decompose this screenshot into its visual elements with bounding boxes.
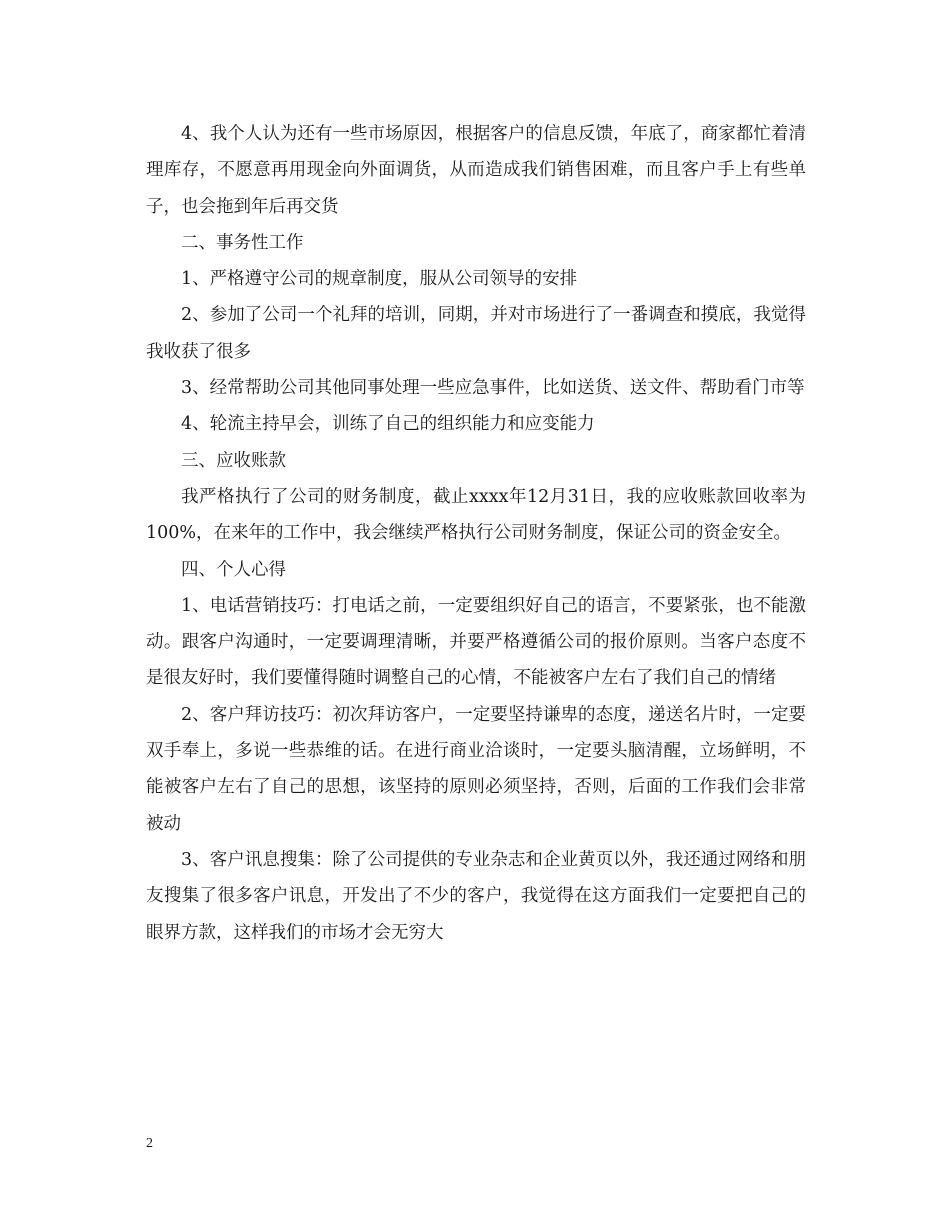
paragraph-morning-meetings: 4、轮流主持早会，训练了自己的组织能力和应变能力 bbox=[181, 414, 595, 435]
paragraph-rules: 1、严格遵守公司的规章制度，服从公司领导的安排 bbox=[181, 269, 578, 290]
paragraph-helping-colleagues: 3、经常帮助公司其他同事处理一些应急事件，比如送货、送文件、帮助看门市等 bbox=[181, 378, 805, 399]
heading-accounts-receivable: 三、应收账款 bbox=[181, 450, 286, 471]
heading-personal-insights: 四、个人心得 bbox=[181, 559, 286, 580]
page-number: 2 bbox=[146, 1136, 153, 1151]
paragraph-training: 2、参加了公司一个礼拜的培训，同期，并对市场进行了一番调查和摸底，我觉得我收获了很多 bbox=[146, 305, 806, 362]
paragraph-phone-sales: 1、电话营销技巧：打电话之前，一定要组织好自己的语言，不要紧张，也不能激动。跟客户沟通时，一定要调理清晰，并要严格遵循公司的报价原则。当客户态度不是很友好时，我们要懂得随时调整自己的心情，不能被客户左右了我们自己的情绪 bbox=[146, 595, 806, 689]
paragraph-market-reasons: 4、我个人认为还有一些市场原因，根据客户的信息反馈，年底了，商家都忙着清理库存，不愿意再用现金向外面调货，从而造成我们销售困难，而且客户手上有些单子，也会拖到年后再交货 bbox=[146, 124, 806, 217]
heading-administrative-work: 二、事务性工作 bbox=[181, 232, 304, 253]
paragraph-client-visits: 2、客户拜访技巧：初次拜访客户，一定要坚持谦卑的态度，递送名片时，一定要双手奉上，多说一些恭维的话。在进行商业洽谈时，一定要头脑清醒，立场鲜明，不能被客户左右了自己的思想，该坚持的原则必须坚持，否则，后面的工作我们会非常被动 bbox=[146, 704, 806, 834]
document-body bbox=[146, 116, 806, 951]
paragraph-client-info: 3、客户讯息搜集：除了公司提供的专业杂志和企业黄页以外，我还通过网络和朋友搜集了很多客户讯息，开发出了不少的客户，我觉得在这方面我们一定要把自己的眼界方款，这样我们的市场才会无穷大 bbox=[146, 849, 806, 943]
paragraph-finance-policy: 我严格执行了公司的财务制度，截止xxxx年12月31日，我的应收账款回收率为100%，在来年的工作中，我会继续严格执行公司财务制度，保证公司的资金安全。 bbox=[146, 486, 806, 544]
